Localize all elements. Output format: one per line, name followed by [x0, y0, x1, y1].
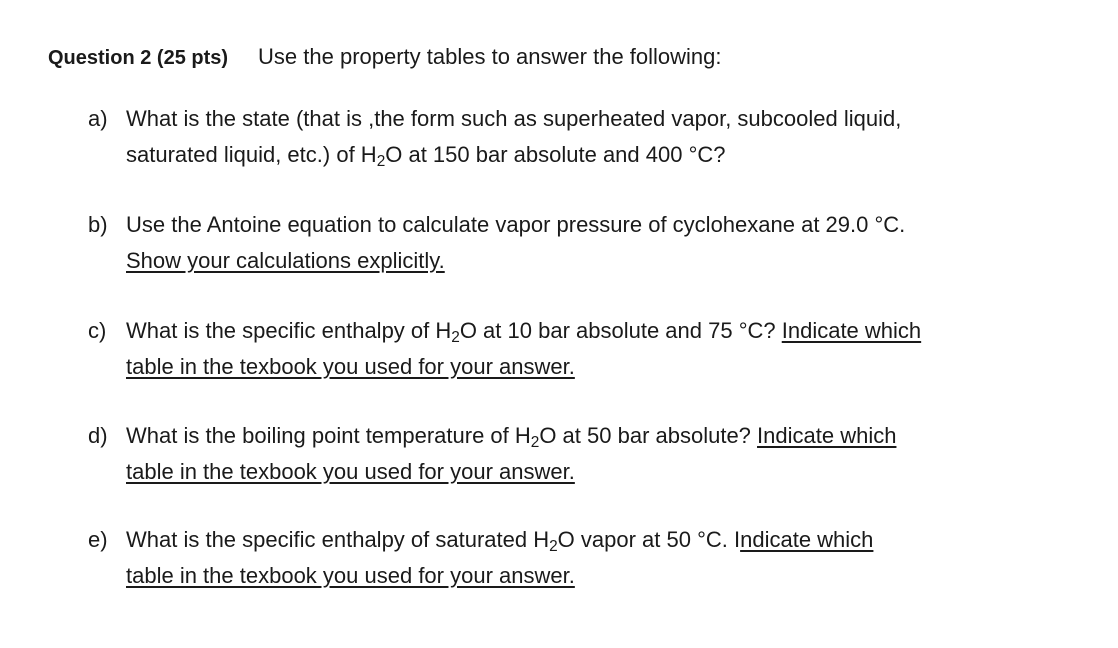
subscript: 2 [376, 152, 386, 170]
question-item-b [88, 207, 1098, 279]
item-d-underlined: Indicate which [757, 423, 897, 448]
item-b-line-1: Use the Antoine equation to calculate vapor pressure of cyclohexane at 29.0 °C. [126, 212, 906, 237]
item-d-text-end: O at 50 bar absolute? [539, 423, 758, 448]
item-letter: c) [88, 318, 107, 343]
subscript: 2 [451, 328, 460, 346]
item-letter: e) [88, 527, 108, 552]
question-heading [48, 44, 722, 70]
item-e-line-2 [126, 558, 1098, 594]
item-a-text: saturated liquid, etc.) of H [126, 142, 377, 167]
item-a-line-1: What is the state (that is ,the form such as superheated vapor, subcooled liquid, [126, 106, 902, 131]
question-item-a [88, 101, 1098, 173]
question-instruction: Use the property tables to answer the following: [258, 44, 722, 69]
item-c-line-1 [126, 313, 1098, 349]
item-b-line-2 [126, 243, 1098, 279]
item-c-underlined-2: table in the texbook you used for your answer. [126, 354, 575, 379]
item-c-underlined: Indicate which [781, 318, 922, 343]
subscript: 2 [549, 537, 558, 555]
item-a-line-2 [126, 137, 1098, 173]
subscript: 2 [530, 433, 540, 451]
question-item-e [88, 522, 1098, 594]
item-e-line-1 [126, 522, 1098, 558]
item-e-underlined-2: table in the texbook you used for your answer. [126, 563, 575, 588]
item-e-underlined: ndicate which [740, 527, 874, 552]
item-c-line-2 [126, 349, 1098, 385]
item-c-text-end: O at 10 bar absolute and 75 °C? [459, 318, 782, 343]
item-d-line-2 [126, 454, 1098, 490]
item-a-text-end: O at 150 bar absolute and 400 °C? [385, 142, 726, 167]
item-e-text-end: O vapor at 50 °C. I [557, 527, 741, 552]
item-c-text: What is the specific enthalpy of H [126, 318, 452, 343]
item-d-underlined-2: table in the texbook you used for your answer. [126, 459, 575, 484]
item-letter: d) [88, 423, 108, 448]
item-letter: a) [88, 106, 108, 131]
question-item-d [88, 418, 1098, 490]
question-item-c [88, 313, 1098, 385]
question-label: Question 2 (25 pts) [48, 47, 229, 69]
item-d-text: What is the boiling point temperature of H [126, 423, 531, 448]
item-letter: b) [88, 212, 108, 237]
item-b-underlined: Show your calculations explicitly. [126, 248, 445, 273]
item-d-line-1 [126, 418, 1098, 454]
item-e-text: What is the specific enthalpy of saturated H [126, 527, 550, 552]
